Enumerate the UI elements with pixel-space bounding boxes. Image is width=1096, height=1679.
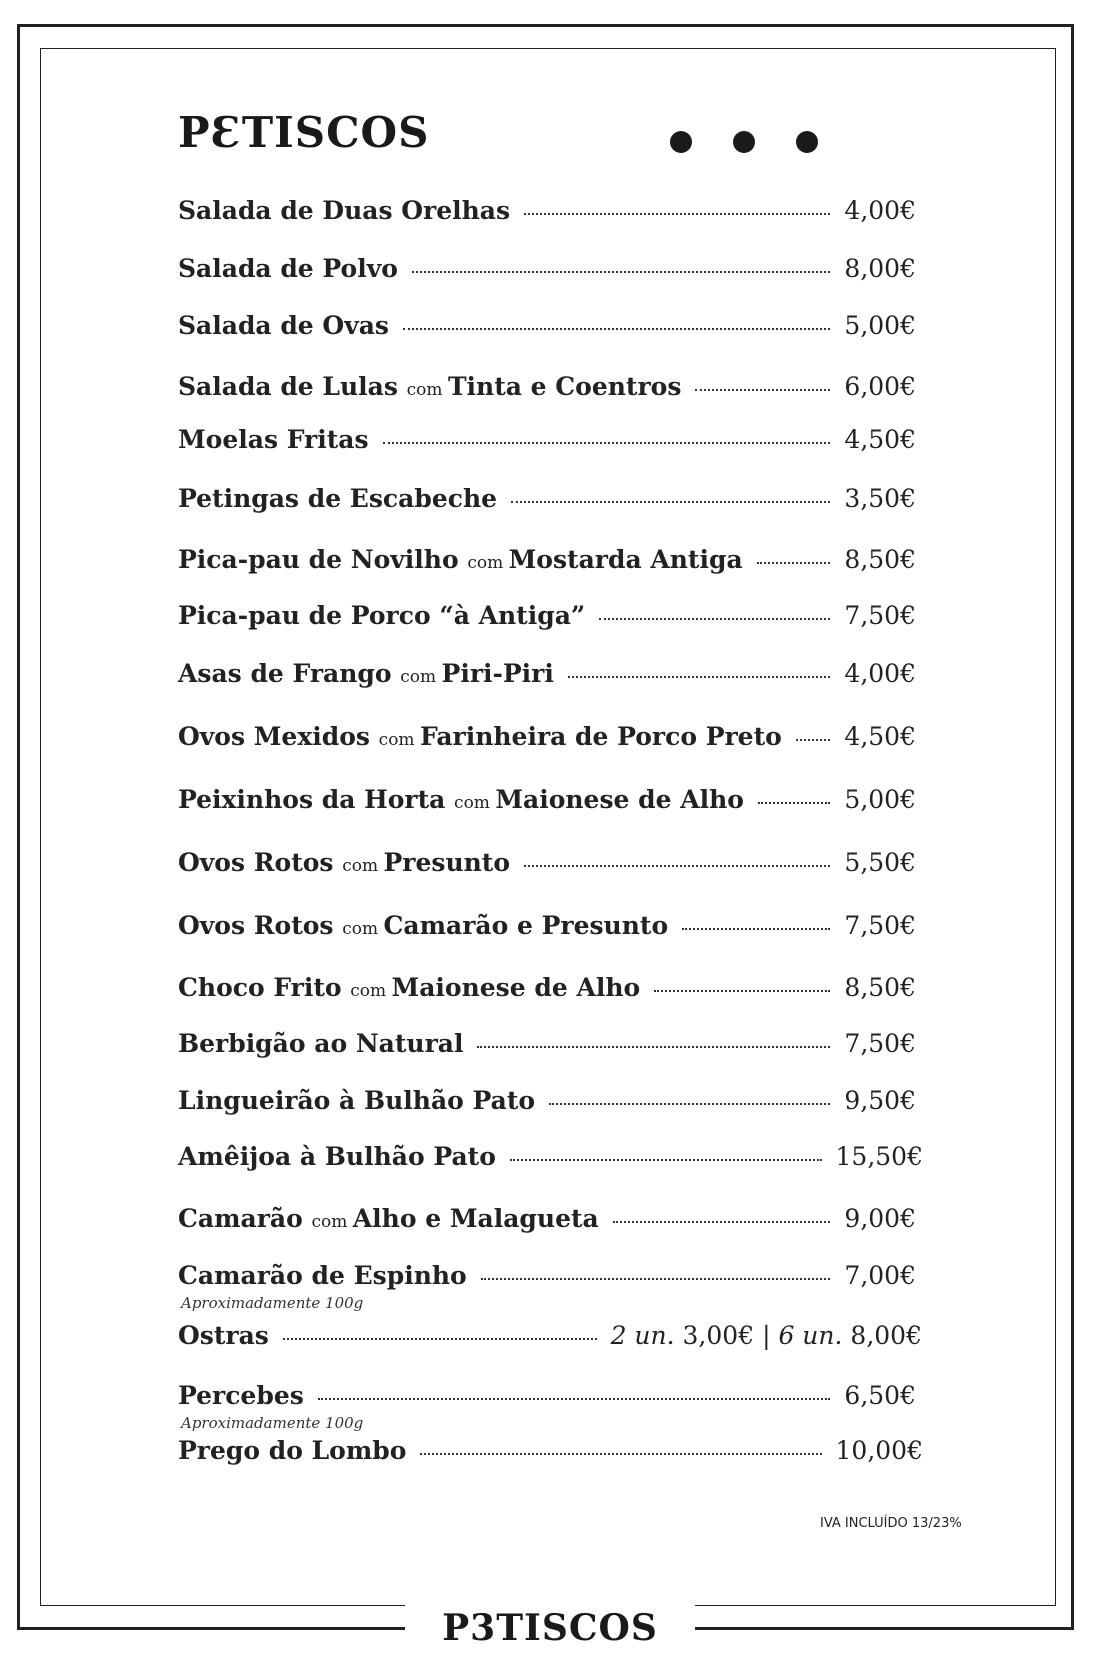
dot-leader — [599, 618, 830, 620]
menu-item — [178, 842, 916, 882]
menu-item-connector: com — [378, 729, 420, 750]
menu-item-name — [178, 1261, 467, 1290]
menu-item-connector: com — [311, 1211, 353, 1232]
menu-item — [178, 905, 916, 945]
menu-item — [178, 779, 916, 819]
menu-item-price: 4,50€ — [844, 721, 916, 751]
menu-item — [178, 1023, 916, 1063]
menu-item-name — [178, 722, 782, 751]
menu-item — [178, 248, 916, 288]
menu-item-connector: com — [454, 792, 496, 813]
menu-item — [178, 1315, 922, 1355]
menu-item-name-part: Asas de Frango — [178, 658, 401, 688]
menu-item-price: 3,50€ — [844, 483, 916, 513]
menu-item-price — [611, 1321, 922, 1350]
menu-item-price: 5,50€ — [844, 847, 916, 877]
menu-item-name — [178, 973, 640, 1002]
menu-item-name — [178, 372, 681, 401]
ostras-price1: 3,00€ — [682, 1320, 755, 1350]
menu-item-price: 5,00€ — [844, 784, 916, 814]
menu-item-name — [178, 1029, 463, 1058]
menu-item-name — [178, 254, 398, 283]
menu-item-name — [178, 1204, 599, 1233]
menu-item-name-part: Prego do Lombo — [178, 1435, 407, 1465]
decorative-dots — [670, 131, 830, 153]
menu-item-name — [178, 545, 743, 574]
menu-item-name-part: Maionese de Alho — [495, 784, 744, 814]
menu-item-name — [178, 601, 585, 630]
menu-item-name-part: Ovos Mexidos — [178, 721, 379, 751]
menu-item-name — [178, 196, 510, 225]
menu-item-name — [178, 425, 369, 454]
dot-leader — [420, 1453, 821, 1455]
dot-leader — [318, 1398, 831, 1400]
dot-leader — [283, 1338, 597, 1340]
menu-item-price: 9,00€ — [844, 1203, 916, 1233]
menu-item-name-part: Camarão de Espinho — [178, 1260, 467, 1290]
menu-item-name-part: Mostarda Antiga — [508, 544, 743, 574]
ostras-qty2: 6 un. — [778, 1320, 843, 1350]
menu-item — [178, 366, 916, 406]
menu-item — [178, 1080, 916, 1120]
menu-item-price: 4,50€ — [844, 424, 916, 454]
menu-item-connector: com — [342, 855, 384, 876]
dot-icon — [670, 131, 692, 153]
menu-item — [178, 1375, 916, 1415]
menu-item-note: Aproximadamente 100g — [181, 1414, 364, 1432]
menu-item-name-part: Salada de Polvo — [178, 253, 398, 283]
menu-item-connector: com — [467, 552, 509, 573]
menu-item-name-part: Amêijoa à Bulhão Pato — [178, 1141, 496, 1171]
menu-item-price: 4,00€ — [844, 658, 916, 688]
menu-item-connector: com — [350, 980, 392, 1001]
menu-item — [178, 1430, 923, 1470]
menu-item-name-part: Salada de Lulas — [178, 371, 407, 401]
footer-logo: P3TISCOS — [442, 1607, 658, 1649]
menu-item-name — [178, 785, 744, 814]
menu-item-price: 6,50€ — [844, 1380, 916, 1410]
dot-leader — [403, 328, 830, 330]
menu-item-name-part: Pica-pau de Porco “à Antiga” — [178, 600, 586, 630]
menu-item-name-part: Camarão — [178, 1203, 312, 1233]
menu-item — [178, 1198, 916, 1238]
menu-item-price: 8,50€ — [844, 972, 916, 1002]
menu-item-price: 7,50€ — [844, 910, 916, 940]
menu-item-connector: com — [400, 666, 442, 687]
menu-item-name-part: Tinta e Coentros — [447, 371, 682, 401]
dot-leader — [383, 442, 831, 444]
menu-item-name-part: Alho e Malagueta — [352, 1203, 599, 1233]
menu-item — [178, 539, 916, 579]
menu-item-name-part: Salada de Ovas — [178, 310, 389, 340]
menu-item-note: Aproximadamente 100g — [181, 1294, 364, 1312]
menu-item-connector: com — [342, 918, 384, 939]
ostras-sep: | — [762, 1320, 771, 1350]
dot-leader — [796, 739, 831, 741]
menu-item — [178, 1136, 923, 1176]
menu-item-name-part: Farinheira de Porco Preto — [419, 721, 782, 751]
menu-item-name — [178, 1381, 304, 1410]
menu-item — [178, 190, 916, 230]
menu-item-connector: com — [406, 379, 448, 400]
dot-leader — [481, 1278, 831, 1280]
dot-leader — [477, 1046, 830, 1048]
menu-item-name-part: Camarão e Presunto — [383, 910, 669, 940]
dot-leader — [695, 389, 830, 391]
menu-item-price: 7,50€ — [844, 600, 916, 630]
menu-item — [178, 305, 916, 345]
menu-item-name — [178, 1321, 269, 1350]
dot-icon — [796, 131, 818, 153]
menu-item — [178, 967, 916, 1007]
menu-item-name-part: Ostras — [178, 1320, 269, 1350]
menu-item-name-part: Choco Frito — [178, 972, 351, 1002]
menu-item-name — [178, 484, 497, 513]
dot-leader — [757, 562, 831, 564]
menu-item-name-part: Piri-Piri — [441, 658, 554, 688]
menu-item-price: 8,00€ — [844, 253, 916, 283]
ostras-qty1: 2 un. — [610, 1320, 675, 1350]
ostras-price2: 8,00€ — [850, 1320, 922, 1350]
menu-item-price: 5,00€ — [844, 310, 916, 340]
menu-item-price: 10,00€ — [835, 1435, 923, 1465]
menu-item-name — [178, 311, 389, 340]
menu-item-name — [178, 848, 510, 877]
menu-item-price: 7,50€ — [844, 1028, 916, 1058]
dot-leader — [524, 213, 830, 215]
dot-leader — [524, 865, 830, 867]
menu-item-name-part: Lingueirão à Bulhão Pato — [178, 1085, 536, 1115]
dot-leader — [412, 271, 831, 273]
dot-leader — [758, 802, 830, 804]
menu-item — [178, 419, 916, 459]
menu-item-name — [178, 911, 668, 940]
dot-leader — [549, 1103, 830, 1105]
menu-item — [178, 716, 916, 756]
dot-leader — [511, 501, 830, 503]
menu-item-name — [178, 659, 554, 688]
menu-item — [178, 1255, 916, 1295]
menu-item-name — [178, 1436, 406, 1465]
menu-item — [178, 653, 916, 693]
menu-item-price: 8,50€ — [844, 544, 916, 574]
dot-leader — [654, 990, 830, 992]
menu-item-name-part: Berbigão ao Natural — [178, 1028, 464, 1058]
menu-item-price: 7,00€ — [844, 1260, 916, 1290]
dot-leader — [510, 1159, 822, 1161]
menu-item-price: 15,50€ — [835, 1141, 923, 1171]
menu-item — [178, 595, 916, 635]
dot-leader — [568, 676, 831, 678]
menu-item-price: 9,50€ — [844, 1085, 916, 1115]
dot-leader — [613, 1221, 831, 1223]
menu-item-name — [178, 1142, 496, 1171]
page-title: PƐTISCOS — [178, 108, 430, 157]
menu-item — [178, 478, 916, 518]
menu-item-name-part: Pica-pau de Novilho — [178, 544, 468, 574]
menu-item-name-part: Peixinhos da Horta — [178, 784, 455, 814]
menu-item-name-part: Maionese de Alho — [391, 972, 641, 1002]
menu-item-name-part: Ovos Rotos — [178, 847, 343, 877]
dot-leader — [682, 928, 830, 930]
menu-item-name-part: Presunto — [383, 847, 511, 877]
menu-item-price: 4,00€ — [844, 195, 916, 225]
menu-item-name-part: Moelas Fritas — [178, 424, 369, 454]
menu-item-name-part: Percebes — [178, 1380, 304, 1410]
menu-item-name-part: Salada de Duas Orelhas — [178, 195, 511, 225]
menu-item-name-part: Ovos Rotos — [178, 910, 343, 940]
tax-note: IVA INCLUÍDO 13/23% — [820, 1516, 962, 1531]
menu-item-price: 6,00€ — [844, 371, 916, 401]
dot-icon — [733, 131, 755, 153]
menu-item-name — [178, 1086, 535, 1115]
menu-item-name-part: Petingas de Escabeche — [178, 483, 498, 513]
